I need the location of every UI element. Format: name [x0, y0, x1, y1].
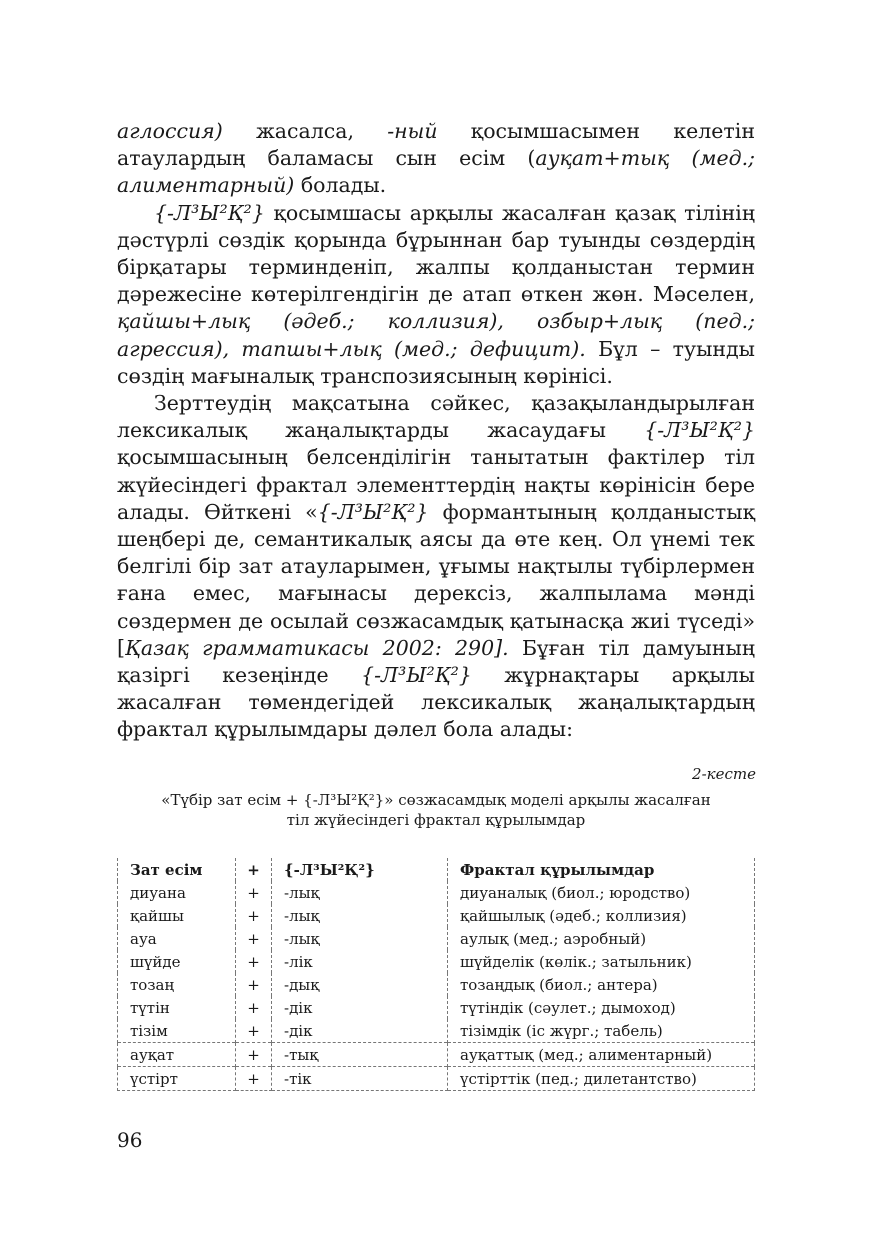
table-row [118, 996, 755, 1019]
cell-suffix: -дік [272, 1019, 448, 1043]
table-header-row [118, 858, 755, 881]
table-row [118, 881, 755, 904]
cell-suffix: -тік [272, 1067, 448, 1091]
header-fractal: Фрактал құрылымдар [448, 858, 755, 881]
cell-plus: + [236, 904, 272, 927]
cell-suffix: -лық [272, 927, 448, 950]
table-title [117, 790, 755, 830]
cell-noun: ауқат [118, 1043, 236, 1067]
examples-italic: қайшы+лық (әдеб.; коллизия), озбыр+лық (пед.; агрессия), тапшы+лық (мед.; дефицит). [117, 309, 755, 361]
cell-plus: + [236, 927, 272, 950]
header-noun: Зат есім [118, 858, 236, 881]
cell-suffix: -лік [272, 950, 448, 973]
table-row [118, 1043, 755, 1067]
table-row [118, 904, 755, 927]
cell-noun: тозаң [118, 973, 236, 996]
table-row [118, 927, 755, 950]
suffix-italic: -ный [387, 119, 438, 143]
cell-suffix: -дік [272, 996, 448, 1019]
text-run: Зерттеудің мақсатына сәйкес, қазақыландырылған лексикалық жаңалықтарды жасаудағы [117, 391, 755, 443]
text-run: болады. [294, 173, 387, 198]
cell-plus: + [236, 881, 272, 904]
cell-fractal: үстірттік (пед.; дилетантство) [448, 1067, 755, 1091]
cell-plus: + [236, 996, 272, 1019]
cell-noun: үстірт [118, 1067, 236, 1091]
paragraph-3 [117, 390, 755, 744]
suffix-formula: {-Л³Ы²Қ²} [154, 200, 265, 225]
table-title-line: «Түбір зат есім + {-Л³Ы²Қ²}» сөзжасамдық моделі арқылы жасалған [161, 791, 711, 809]
header-plus: + [236, 858, 272, 881]
cell-suffix: -лық [272, 881, 448, 904]
cell-noun: шүйде [118, 950, 236, 973]
text-run: қосымшасымен келетін атаулардың баламасы сын есім ( [117, 119, 755, 171]
table-row [118, 950, 755, 973]
suffix-formula: {-Л³Ы²Қ²} [317, 499, 429, 524]
table-title-line: тіл жүйесіндегі фрактал құрылымдар [286, 811, 586, 829]
body-text [117, 118, 755, 744]
citation-italic: Қазақ грамматикасы 2002: 290]. [125, 635, 509, 660]
cell-plus: + [236, 1043, 272, 1067]
cell-plus: + [236, 950, 272, 973]
text-run: қосымшасы арқылы жасалған қазақ тілінің дәстүрлі сөздік қорында бұрыннан бар туынды сөздердің бірқатары терминденіп, жалпы қолданыстан термин дәрежесіне көтерілгендігін де атап өткен жөн. Мәселен, [117, 200, 755, 307]
example-italic: ауқат+тық (мед.; алиментарный) [117, 146, 755, 198]
text-run: Бұл – туынды сөздің мағыналық транспозиясының көрінісі. [117, 336, 755, 388]
cell-noun: қайшы [118, 904, 236, 927]
cell-fractal: шүйделік (көлік.; затыльник) [448, 950, 755, 973]
table-label: 2-кесте [692, 765, 756, 783]
cell-plus: + [236, 1019, 272, 1043]
term-italic: аглоссия) [117, 119, 223, 143]
text-run: жұрнақтары арқылы жасалған төмендегідей лексикалық жаңалықтардың фрактал құрылымдары дәлел бола алады: [117, 663, 755, 742]
text-run: қосымшасының белсенділігін танытатын фактілер тіл жүйесіндегі фрактал элементтердің нақты көрінісін бере алады. Өйткені « [117, 445, 755, 524]
fractal-table [117, 858, 755, 1091]
suffix-formula: {-Л³Ы²Қ²} [361, 663, 472, 688]
cell-fractal: ауқаттық (мед.; алиментарный) [448, 1043, 755, 1067]
cell-noun: түтін [118, 996, 236, 1019]
cell-fractal: тозаңдық (биол.; антера) [448, 973, 755, 996]
table-row [118, 973, 755, 996]
cell-fractal: қайшылық (әдеб.; коллизия) [448, 904, 755, 927]
paragraph-1 [117, 118, 755, 200]
paragraph-2 [117, 200, 755, 390]
text-run: Бұған тіл дамуының қазіргі кезеңінде [117, 635, 755, 688]
cell-fractal: тізімдік (іс жүрг.; табель) [448, 1019, 755, 1043]
cell-fractal: диуаналық (биол.; юродство) [448, 881, 755, 904]
table-row [118, 1067, 755, 1091]
table-row [118, 1019, 755, 1043]
cell-fractal: аулық (мед.; аэробный) [448, 927, 755, 950]
cell-suffix: -тық [272, 1043, 448, 1067]
suffix-formula: {-Л³Ы²Қ²} [644, 418, 755, 443]
cell-suffix: -дық [272, 973, 448, 996]
cell-noun: ауа [118, 927, 236, 950]
text-run: жасалса, [222, 119, 388, 143]
cell-plus: + [236, 973, 272, 996]
cell-noun: диуана [118, 881, 236, 904]
cell-suffix: -лық [272, 904, 448, 927]
cell-fractal: түтіндік (сәулет.; дымоход) [448, 996, 755, 1019]
cell-plus: + [236, 1067, 272, 1091]
cell-noun: тізім [118, 1019, 236, 1043]
page-number: 96 [117, 1128, 143, 1152]
header-suffix: {-Л³Ы²Қ²} [272, 858, 448, 881]
text-run: формантының қолданыстық шеңбері де, семантикалық аясы да өте кең. Ол үнемі тек белгілі бір зат атауларымен, ұғымы нақтылы түбірлермен ғана емес, мағынасы дерексіз, жалпылама мәнді сөздермен де осылай сөзжасамдық қатынасқа жиі түседі» [ [117, 499, 755, 660]
